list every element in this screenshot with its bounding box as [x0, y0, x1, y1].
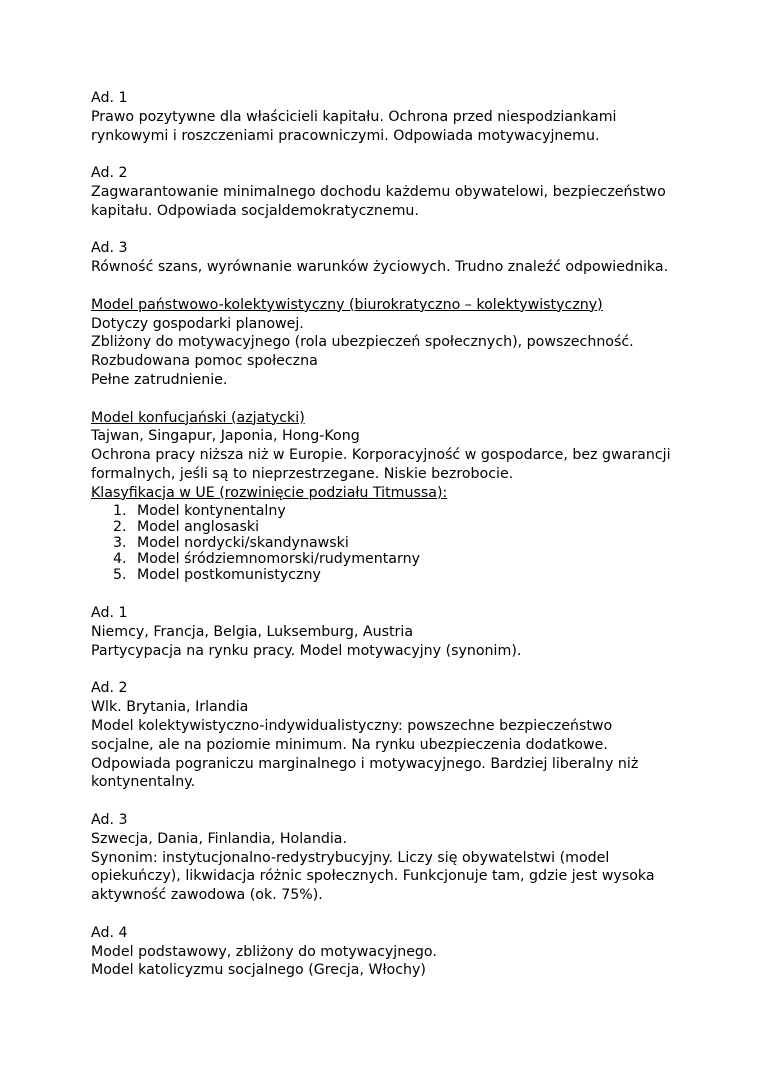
paragraph-line: Dotyczy gospodarki planowej. [91, 315, 304, 332]
section-ad-3 [91, 239, 691, 277]
section-confucian-model [91, 409, 691, 484]
paragraph-line: aktywność zawodowa (ok. 75%). [91, 887, 323, 904]
list-item-number: 3. [113, 534, 127, 551]
list-item [91, 535, 691, 551]
list-item-number: 5. [113, 567, 127, 584]
paragraph-line: socjalne, ale na poziomie minimum. Na rynku ubezpieczenia dodatkowe. [91, 736, 608, 753]
paragraph-line: Prawo pozytywne dla właścicieli kapitału. Ochrona przed niespodziankami [91, 108, 617, 125]
paragraph-line: Model katolicyzmu socjalnego (Grecja, Włochy) [91, 962, 426, 979]
paragraph-line: Odpowiada pograniczu marginalnego i motywacyjnego. Bardziej liberalny niż [91, 755, 639, 772]
list-item-label: Model kontynentalny [137, 502, 286, 519]
section-heading: Ad. 2 [91, 165, 128, 182]
paragraph-line: Tajwan, Singapur, Japonia, Hong-Kong [91, 428, 360, 445]
paragraph-line: Zagwarantowanie minimalnego dochodu każdemu obywatelowi, bezpieczeństwo [91, 183, 666, 200]
paragraph-line: Synonim: instytucjonalno-redystrybucyjny. Liczy się obywatelstwi (model [91, 849, 610, 866]
detail-ad-4 [91, 924, 691, 980]
paragraph-line: rynkowymi i roszczeniami pracowniczymi. Odpowiada motywacyjnemu. [91, 127, 600, 144]
classification-list [91, 503, 691, 584]
list-item-label: Model postkomunistyczny [137, 567, 321, 584]
list-item-number: 1. [113, 502, 127, 519]
paragraph-line: Zbliżony do motywacyjnego (rola ubezpieczeń społecznych), powszechność. [91, 334, 634, 351]
section-heading: Ad. 1 [91, 605, 128, 622]
section-title: Model konfucjański (azjatycki) [91, 409, 305, 426]
section-heading: Ad. 2 [91, 680, 128, 697]
detail-ad-3 [91, 811, 691, 905]
paragraph-line: kontynentalny. [91, 774, 196, 791]
paragraph-line: formalnych, jeśli są to nieprzestrzegane. Niskie bezrobocie. [91, 465, 514, 482]
paragraph-line: Niemcy, Francja, Belgia, Luksemburg, Austria [91, 624, 414, 641]
paragraph-line: Pełne zatrudnienie. [91, 371, 228, 388]
section-state-collectivist-model [91, 296, 691, 390]
list-item-label: Model nordycki/skandynawski [137, 534, 349, 551]
section-ad-1 [91, 89, 691, 145]
list-item [91, 503, 691, 519]
list-item-label: Model śródziemnomorski/rudymentarny [137, 551, 420, 568]
list-item-label: Model anglosaski [137, 518, 260, 535]
paragraph-line: Równość szans, wyrównanie warunków życiowych. Trudno znaleźć odpowiednika. [91, 259, 669, 276]
paragraph-line: Rozbudowana pomoc społeczna [91, 353, 318, 370]
paragraph-line: Model kolektywistyczno-indywidualistyczny: powszechne bezpieczeństwo [91, 718, 613, 735]
detail-ad-2 [91, 679, 691, 792]
list-item-number: 2. [113, 518, 127, 535]
section-heading: Ad. 1 [91, 90, 128, 106]
list-item [91, 519, 691, 535]
detail-ad-1 [91, 604, 691, 660]
paragraph-line: Szwecja, Dania, Finlandia, Holandia. [91, 830, 347, 847]
paragraph-line: Wlk. Brytania, Irlandia [91, 699, 249, 716]
section-heading: Ad. 4 [91, 924, 128, 941]
document-page [91, 89, 691, 980]
list-item-number: 4. [113, 551, 127, 568]
section-eu-classification [91, 484, 691, 584]
paragraph-line: Ochrona pracy niższa niż w Europie. Korporacyjność w gospodarce, bez gwarancji [91, 447, 671, 464]
paragraph-line: opiekuńczy), likwidacja różnic społecznych. Funkcjonuje tam, gdzie jest wysoka [91, 868, 655, 885]
list-item [91, 551, 691, 567]
section-title: Klasyfikacja w UE (rozwinięcie podziału Titmussa): [91, 484, 448, 501]
section-heading: Ad. 3 [91, 812, 128, 829]
section-title: Model państwowo-kolektywistyczny (biurokratyczno – kolektywistyczny) [91, 296, 603, 313]
list-item [91, 567, 691, 583]
paragraph-line: Partycypacja na rynku pracy. Model motywacyjny (synonim). [91, 642, 522, 659]
section-ad-2 [91, 164, 691, 220]
section-heading: Ad. 3 [91, 240, 128, 257]
paragraph-line: Model podstawowy, zbliżony do motywacyjnego. [91, 943, 437, 960]
paragraph-line: kapitału. Odpowiada socjaldemokratycznemu. [91, 202, 419, 219]
